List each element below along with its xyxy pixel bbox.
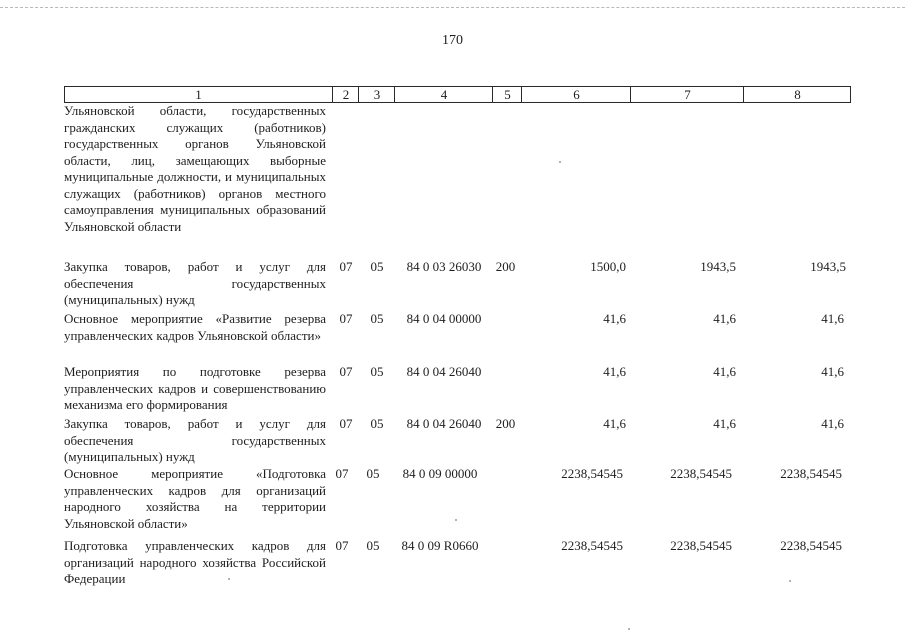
row-col-3: 05 bbox=[366, 466, 380, 481]
header-col-5: 5 bbox=[492, 87, 522, 102]
row-col-3: 05 bbox=[370, 416, 384, 431]
row-col-7: 1943,5 bbox=[700, 259, 736, 274]
row-col-7: 41,6 bbox=[713, 416, 736, 431]
row-col-3: 05 bbox=[370, 259, 384, 274]
row-col-6: 41,6 bbox=[603, 416, 626, 431]
scan-speck bbox=[559, 161, 561, 163]
row-col-2: 07 bbox=[339, 416, 353, 431]
scan-top-edge bbox=[0, 7, 905, 8]
row-name: Подготовка управленческих кадров для организаций народного хозяйства Российской Федерации bbox=[64, 538, 326, 586]
row-col-2: 07 bbox=[339, 364, 353, 379]
row-col-4: 84 0 04 00000 bbox=[406, 311, 482, 326]
row-col-4: 84 0 04 26040 bbox=[406, 416, 482, 431]
row-col-6: 41,6 bbox=[603, 311, 626, 326]
scan-speck bbox=[628, 628, 630, 630]
row-col-4: 84 0 09 R0660 bbox=[401, 538, 479, 553]
header-col-8: 8 bbox=[743, 87, 851, 102]
row-name: Основное мероприятие «Развитие резерва управленческих кадров Ульяновской области» bbox=[64, 311, 326, 343]
row-col-4: 84 0 04 26040 bbox=[406, 364, 482, 379]
row-col-8: 1943,5 bbox=[810, 259, 846, 274]
row-col-2: 07 bbox=[335, 466, 349, 481]
row-col-7: 41,6 bbox=[713, 311, 736, 326]
header-col-7: 7 bbox=[630, 87, 744, 102]
row-col-2: 07 bbox=[339, 259, 353, 274]
row-col-3: 05 bbox=[370, 364, 384, 379]
row-col-3: 05 bbox=[366, 538, 380, 553]
row-col-7: 2238,54545 bbox=[670, 466, 732, 481]
row-col-8: 41,6 bbox=[821, 311, 844, 326]
page-number: 170 bbox=[442, 33, 463, 48]
row-col-5: 200 bbox=[495, 259, 516, 274]
row-col-7: 41,6 bbox=[713, 364, 736, 379]
row-col-4: 84 0 03 26030 bbox=[406, 259, 482, 274]
row-name: Закупка товаров, работ и услуг для обеспечения государственных (муниципальных) нужд bbox=[64, 259, 326, 307]
row-col-8: 2238,54545 bbox=[780, 466, 842, 481]
row-col-6: 2238,54545 bbox=[561, 466, 623, 481]
row-col-6: 1500,0 bbox=[590, 259, 626, 274]
scan-speck bbox=[228, 578, 230, 580]
row-col-5: 200 bbox=[495, 416, 516, 431]
header-col-2: 2 bbox=[332, 87, 359, 102]
scan-speck bbox=[789, 580, 791, 582]
header-col-4: 4 bbox=[394, 87, 493, 102]
row-name: Мероприятия по подготовке резерва управленческих кадров и совершенствованию механизма его формирования bbox=[64, 364, 326, 412]
table-header-row bbox=[64, 86, 851, 103]
row-col-2: 07 bbox=[339, 311, 353, 326]
row-name: Закупка товаров, работ и услуг для обеспечения государственных (муниципальных) нужд bbox=[64, 416, 326, 464]
row-col-6: 41,6 bbox=[603, 364, 626, 379]
row-col-3: 05 bbox=[370, 311, 384, 326]
row-col-4: 84 0 09 00000 bbox=[402, 466, 478, 481]
header-col-1: 1 bbox=[195, 87, 202, 102]
scan-speck bbox=[455, 519, 457, 521]
row-name: Основное мероприятие «Подготовка управленческих кадров для организаций народного хозяйства на территории Ульяновской области» bbox=[64, 466, 326, 531]
header-col-3: 3 bbox=[358, 87, 395, 102]
row-col-8: 41,6 bbox=[821, 416, 844, 431]
row-col-7: 2238,54545 bbox=[670, 538, 732, 553]
row-col-8: 41,6 bbox=[821, 364, 844, 379]
row-col-8: 2238,54545 bbox=[780, 538, 842, 553]
row-col-2: 07 bbox=[335, 538, 349, 553]
header-col-6: 6 bbox=[521, 87, 631, 102]
row-col-6: 2238,54545 bbox=[561, 538, 623, 553]
row-name: Ульяновской области, государственных гражданских служащих (работников) государственных органов Ульяновской области, лиц, замещающих выборные муниципальные должности, и муниципальных служащих (работников) органов местного самоуправления муниципальных образований Ульяновской области bbox=[64, 103, 326, 234]
